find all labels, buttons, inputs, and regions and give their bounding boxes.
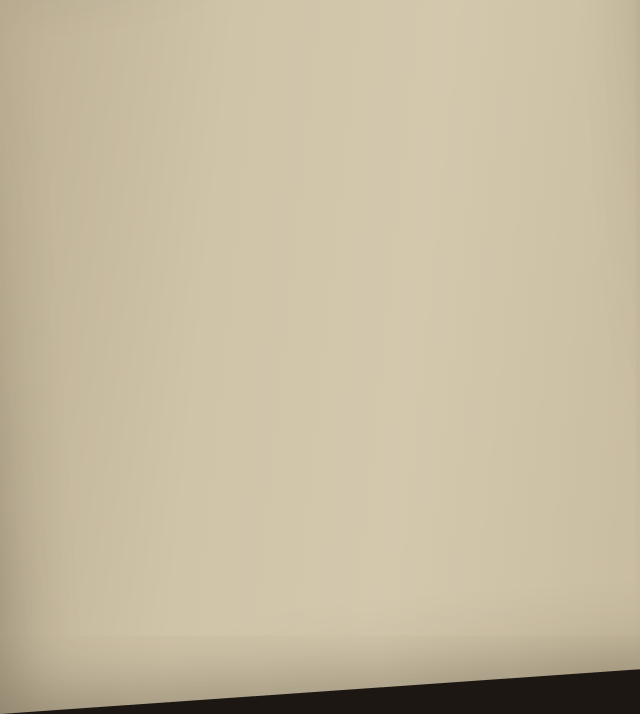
page-content [18, 0, 636, 11]
